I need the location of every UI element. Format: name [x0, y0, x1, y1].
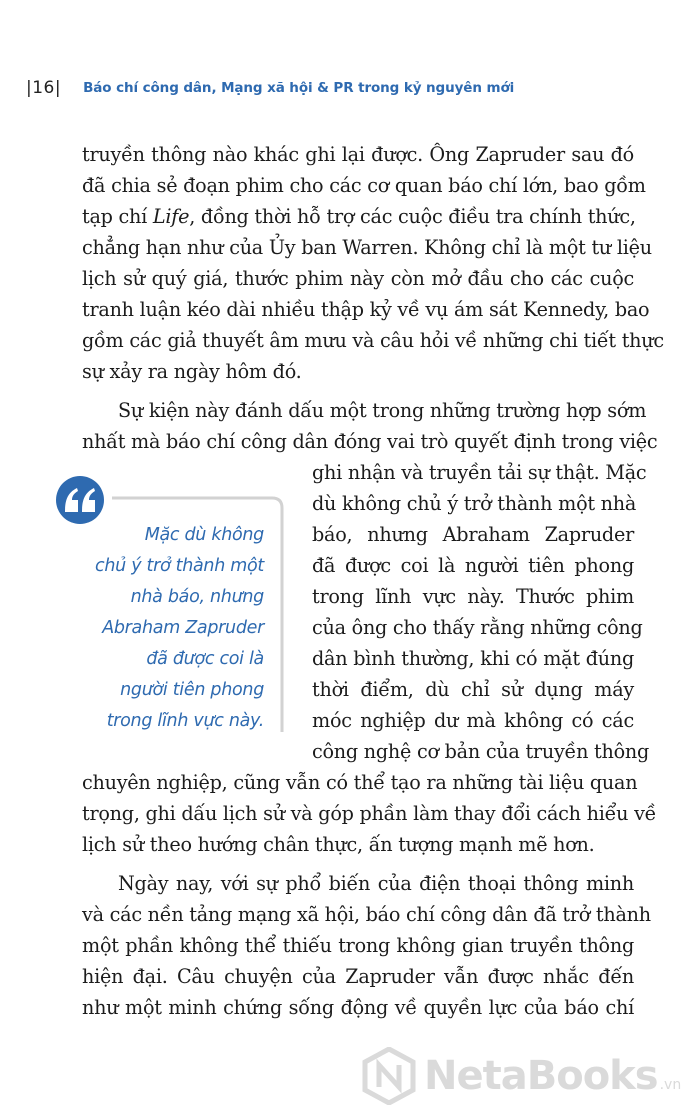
body-line: một phần không thể thiếu trong không gian truyền thông [82, 934, 634, 957]
body-line: móc nghiệp dư mà không có các [312, 709, 634, 732]
body-line: trọng, ghi dấu lịch sử và góp phần làm thay đổi cách hiểu về [82, 802, 657, 825]
body-line: đã được coi là người tiên phong [312, 554, 634, 577]
magazine-title: Life [152, 205, 190, 228]
body-line: Sự kiện này đánh dấu một trong những trường hợp sớm [118, 399, 647, 422]
running-header [26, 76, 514, 100]
body-line: trong lĩnh vực này. Thước phim [312, 585, 634, 608]
body-line: sự xảy ra ngày hôm đó. [82, 360, 302, 383]
body-line: dân bình thường, khi có mặt đúng [312, 647, 634, 670]
pull-quote-line: trong lĩnh vực này. [106, 711, 264, 731]
body-text: , đồng thời hỗ trợ các cuộc điều tra chính thức, [189, 205, 636, 228]
pull-quote-line: Abraham Zapruder [102, 618, 264, 638]
pull-quote-line: Mặc dù không [144, 525, 264, 545]
body-line: tranh luận kéo dài nhiều thập kỷ về vụ ám sát Kennedy, bao [82, 298, 650, 321]
body-line: nhất mà báo chí công dân đóng vai trò quyết định trong việc [82, 430, 658, 453]
pull-quote-line: người tiên phong [120, 680, 264, 700]
body-line: chẳng hạn như của Ủy ban Warren. Không chỉ là một tư liệu [82, 236, 652, 259]
body-line: và các nền tảng mạng xã hội, báo chí công dân đã trở thành [82, 903, 651, 926]
body-line: báo, nhưng Abraham Zapruder [312, 523, 634, 546]
body-line: lịch sử quý giá, thước phim này còn mở đầu cho các cuộc [82, 267, 634, 290]
body-line: công nghệ cơ bản của truyền thông [312, 740, 650, 763]
body-line: Ngày nay, với sự phổ biến của điện thoại thông minh [118, 872, 634, 895]
netabooks-logo-icon [362, 1047, 416, 1105]
watermark-brand: NetaBooks [424, 1053, 658, 1099]
body-line: dù không chủ ý trở thành một nhà [312, 492, 637, 515]
body-line: như một minh chứng sống động về quyền lực của báo chí [82, 996, 634, 1019]
body-line: thời điểm, dù chỉ sử dụng máy [312, 678, 634, 701]
body-line: hiện đại. Câu chuyện của Zapruder vẫn được nhắc đến [82, 965, 634, 988]
body-line: của ông cho thấy rằng những công [312, 616, 643, 639]
body-line: gồm các giả thuyết âm mưu và câu hỏi về những chi tiết thực [82, 329, 664, 352]
body-line [82, 204, 634, 230]
pull-quote-line: chủ ý trở thành một [95, 556, 264, 576]
quote-icon [56, 476, 104, 524]
body-line: lịch sử theo hướng chân thực, ấn tượng mạnh mẽ hơn. [82, 833, 595, 856]
body-line: ghi nhận và truyền tải sự thật. Mặc [312, 461, 647, 484]
body-line: truyền thông nào khác ghi lại được. Ông Zapruder sau đó [82, 143, 634, 166]
page-number: |16| [26, 78, 62, 98]
pull-quote-line: nhà báo, nhưng [130, 587, 264, 607]
body-line: chuyên nghiệp, cũng vẫn có thể tạo ra những tài liệu quan [82, 771, 638, 794]
pull-quote [68, 488, 288, 738]
pull-quote-line: đã được coi là [146, 649, 264, 669]
body-text: tạp chí [82, 205, 153, 228]
watermark-suffix: .vn [659, 1077, 682, 1093]
body-line: đã chia sẻ đoạn phim cho các cơ quan báo chí lớn, bao gồm [82, 174, 646, 197]
watermark [362, 1046, 692, 1106]
book-title: Báo chí công dân, Mạng xã hội & PR trong kỷ nguyên mới [83, 80, 515, 96]
